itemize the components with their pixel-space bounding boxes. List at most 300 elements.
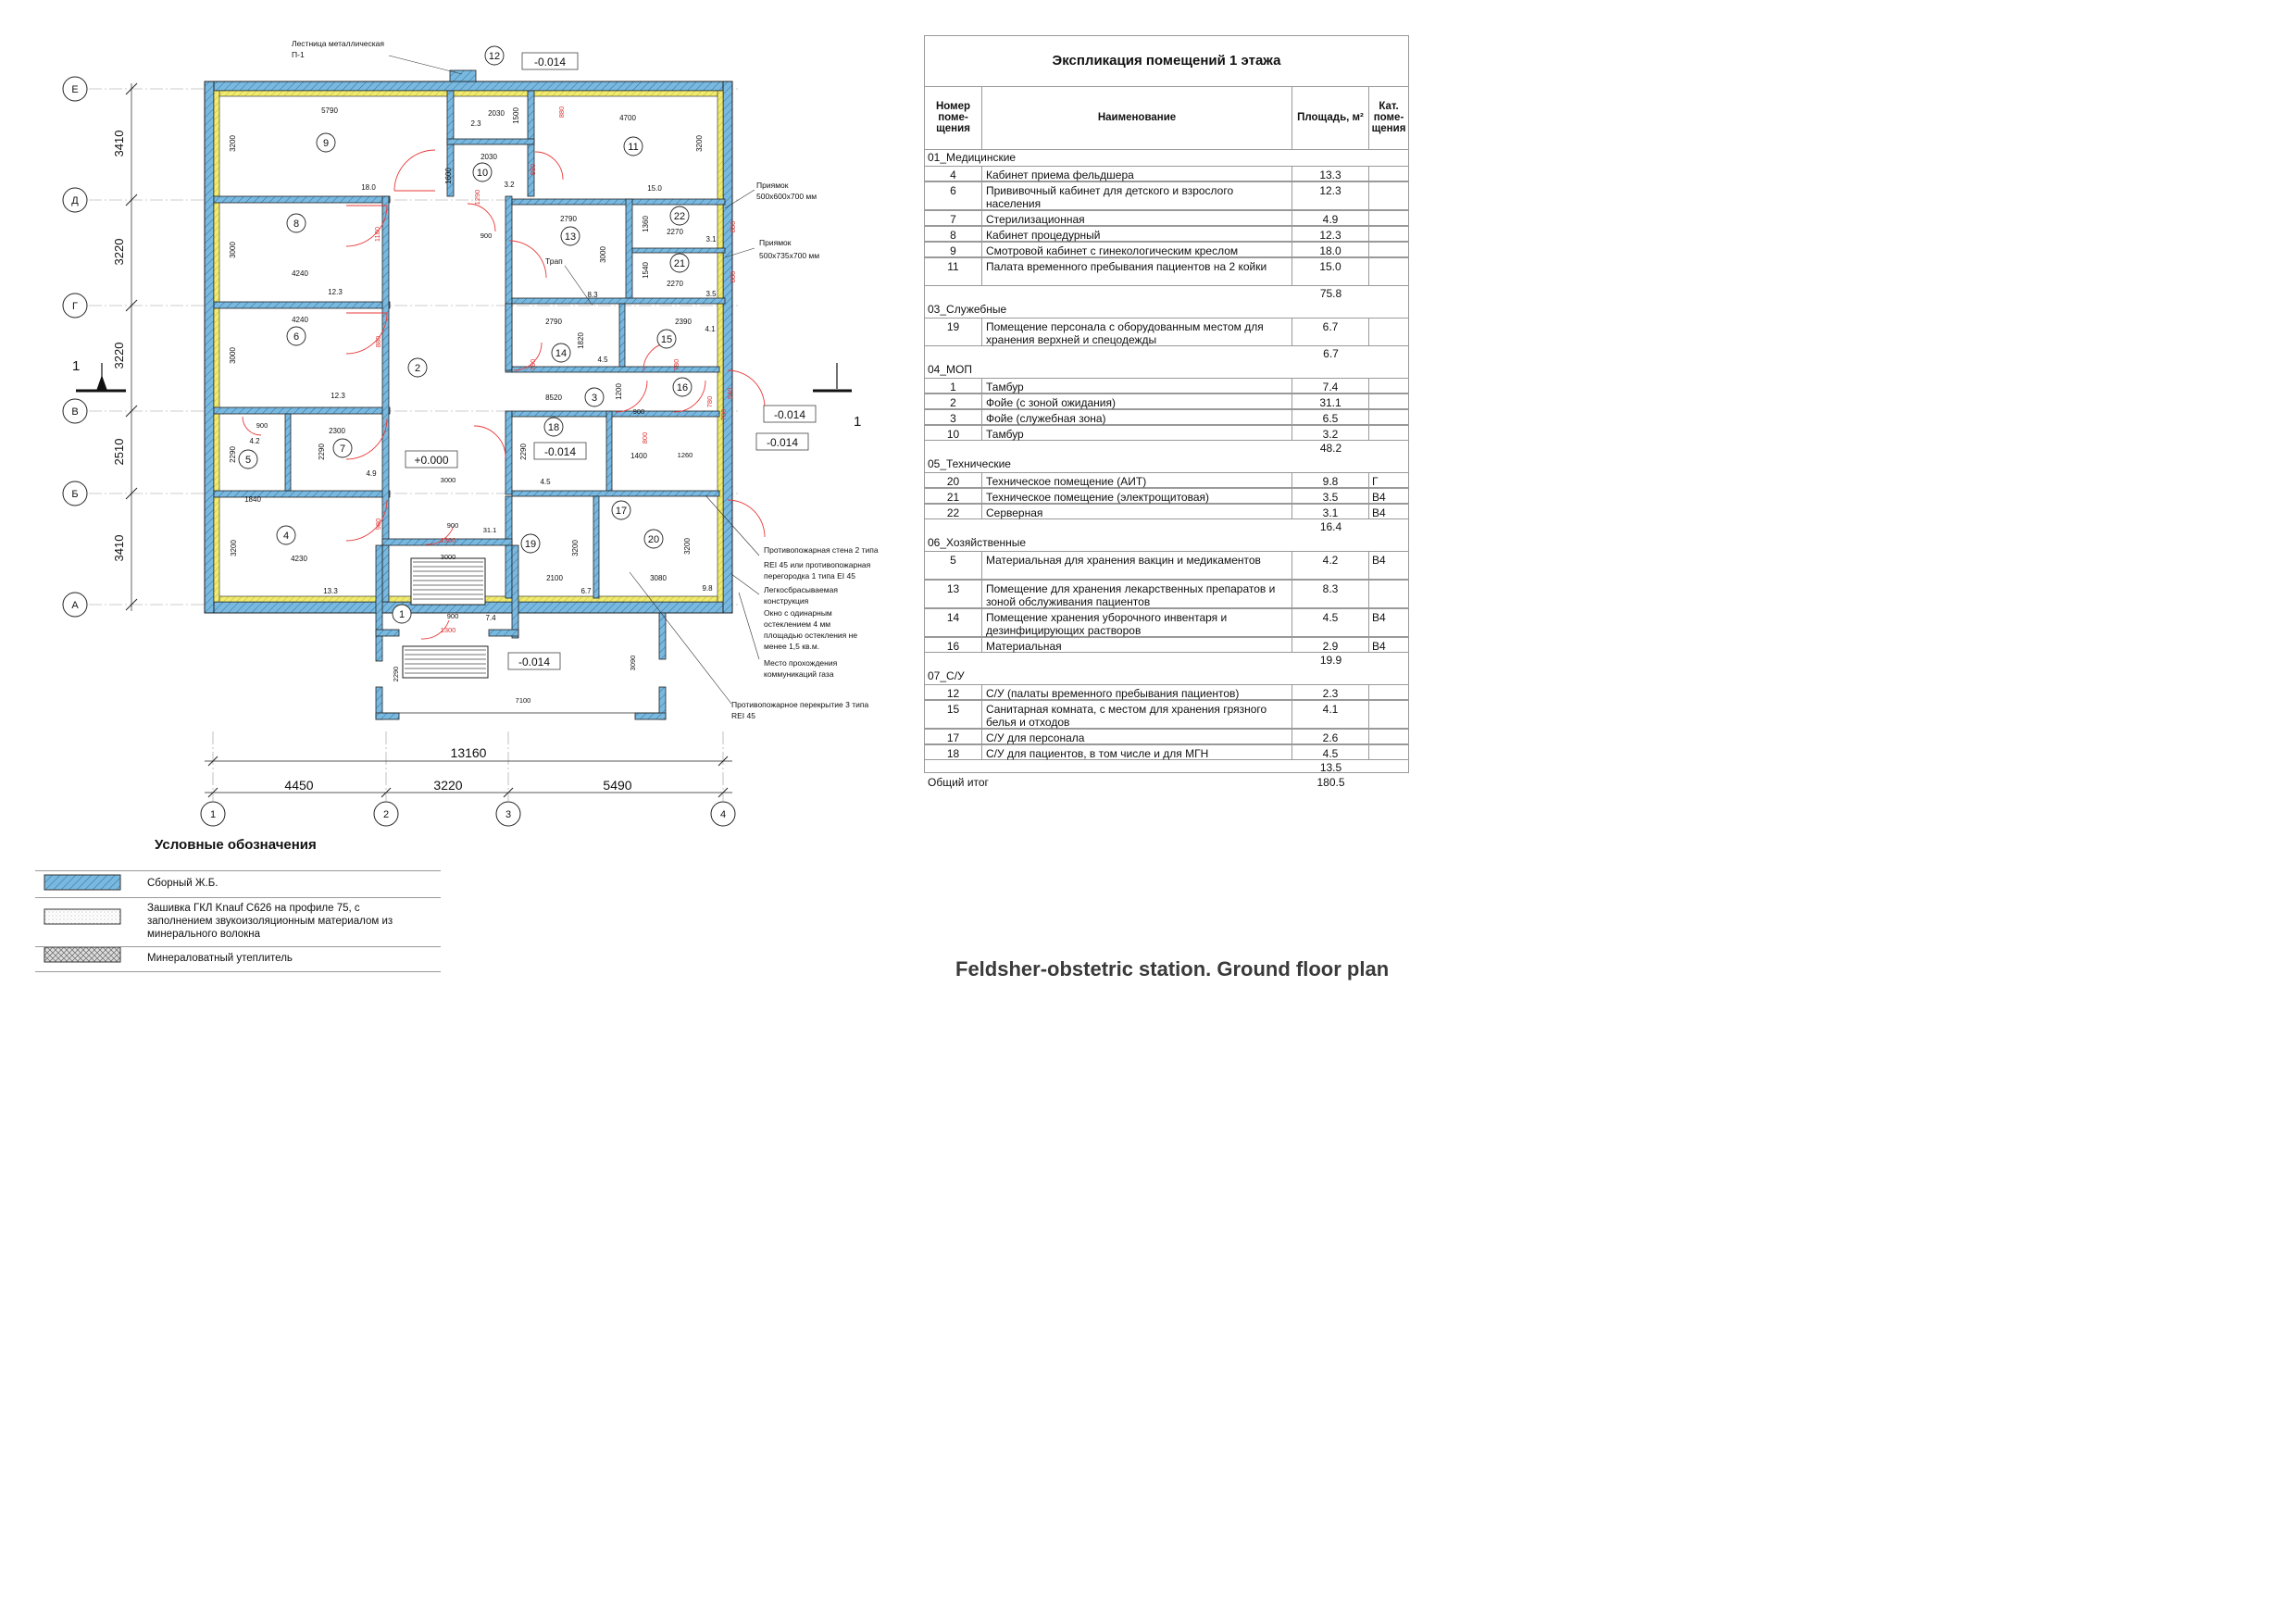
axis-row-label: Г <box>72 301 78 312</box>
room-height: 3000 <box>599 246 607 263</box>
room-number: 2 <box>414 363 421 374</box>
room-number: 18 <box>547 422 560 433</box>
axis-row-label: Е <box>71 84 79 95</box>
explication-row <box>925 472 1408 488</box>
row-dimension: 3410 <box>112 130 126 157</box>
room-area: 2.3 <box>470 119 481 128</box>
cell-name: Тамбур <box>982 379 1292 393</box>
explication-row <box>925 551 1408 580</box>
axis-col-label: 4 <box>719 809 727 820</box>
section-label-right: 1 <box>854 414 862 430</box>
room-number: 22 <box>673 211 686 222</box>
explication-row <box>925 210 1408 226</box>
dimension-text: 1290 <box>473 189 481 206</box>
annotation-text: Трап <box>545 256 563 266</box>
cell-name: Санитарная комната, с местом для хранения грязного белья и отходов <box>982 701 1292 728</box>
legend-text: Сборный Ж.Б. <box>147 878 218 889</box>
subtotal-value: 6.7 <box>1323 347 1339 360</box>
room-number: 14 <box>555 348 568 359</box>
room-number: 4 <box>282 531 290 542</box>
dimension-text: 1180 <box>373 226 381 243</box>
cell-cat: В4 <box>1372 554 1386 567</box>
cell-area: 3.1 <box>1292 505 1369 518</box>
cell-cat <box>1369 426 1408 440</box>
explication-row <box>925 684 1408 700</box>
cell-cat <box>1369 730 1408 743</box>
level-mark: -0.014 <box>533 56 567 69</box>
cell-num: 16 <box>925 638 982 652</box>
header-number: Номер поме-щения <box>925 86 982 149</box>
explication-header <box>925 86 1408 150</box>
cell-cat: В4 <box>1372 640 1386 653</box>
dimension-text: 880 <box>557 106 566 119</box>
explication-group <box>925 535 1411 551</box>
annotation-text: П-1 <box>292 50 305 59</box>
explication-row <box>925 318 1408 346</box>
group-subtotal <box>925 441 1408 456</box>
level-mark: +0.000 <box>414 454 449 467</box>
annotation-text: Приямок <box>756 181 789 190</box>
legend-item <box>35 946 441 972</box>
room-width: 1840 <box>244 495 261 504</box>
explication-row <box>925 729 1408 744</box>
grand-total <box>925 776 1408 792</box>
explication-row <box>925 637 1408 653</box>
section-label-left: 1 <box>72 358 81 374</box>
dimension-text: 880 <box>529 163 537 176</box>
cell-cat: В4 <box>1372 611 1386 624</box>
cell-cat <box>1369 227 1408 241</box>
cell-name: Материальная для хранения вакцин и медикаментов <box>982 552 1292 579</box>
axis-row-label: Б <box>71 489 79 500</box>
header-area: Площадь, м² <box>1292 86 1369 149</box>
level-mark: -0.014 <box>543 445 577 458</box>
room-height: 2290 <box>318 443 326 460</box>
dimension-text: 1300 <box>440 536 456 544</box>
cell-name: Серверная <box>982 505 1292 518</box>
cell-num: 17 <box>925 730 982 743</box>
dimension-text: 1300 <box>440 626 456 634</box>
header-category: Кат. поме-щения <box>1371 101 1406 134</box>
room-number: 7 <box>339 443 346 455</box>
level-mark: -0.014 <box>766 436 799 449</box>
cell-num: 18 <box>925 745 982 759</box>
room-number: 17 <box>615 506 628 517</box>
room-width: 2030 <box>488 109 505 118</box>
annotation-text: перегородка 1 типа EI 45 <box>764 571 855 581</box>
room-width: 2030 <box>480 153 497 161</box>
room-area: 4.5 <box>540 478 551 486</box>
cell-area: 4.5 <box>1292 745 1369 759</box>
cell-cat <box>1369 581 1408 607</box>
legend-title: Условные обозначения <box>155 837 317 853</box>
room-width: 4240 <box>292 269 308 278</box>
annotation-text: конструкция <box>764 596 809 606</box>
page-caption: Feldsher-obstetric station. Ground floor plan <box>955 957 1390 981</box>
room-area: 8.3 <box>587 291 598 299</box>
room-width: 1400 <box>630 452 647 460</box>
row-dimension: 3220 <box>112 342 126 369</box>
room-height: 1820 <box>577 332 585 349</box>
annotation-text: 500x600x700 мм <box>756 192 817 201</box>
cell-cat <box>1369 182 1408 209</box>
room-height: 3200 <box>229 135 237 152</box>
room-area: 4.1 <box>705 325 716 333</box>
cell-area: 3.2 <box>1292 426 1369 440</box>
explication-row <box>925 181 1408 210</box>
group-subtotal <box>925 760 1408 776</box>
cell-name: Смотровой кабинет с гинекологическим креслом <box>982 243 1292 256</box>
annotation-text: остеклением 4 мм <box>764 619 831 629</box>
annotation-text: менее 1,5 кв.м. <box>764 642 820 651</box>
room-height: 3000 <box>229 242 237 258</box>
group-name: 07_С/У <box>928 669 965 682</box>
room-area: 18.0 <box>361 183 376 192</box>
total-label: Общий итог <box>928 776 989 789</box>
cell-cat: Г <box>1372 475 1379 488</box>
cell-num: 2 <box>925 394 982 408</box>
cell-num: 20 <box>925 473 982 487</box>
group-name: 03_Служебные <box>928 303 1007 316</box>
dimension-text: 900 <box>446 521 459 530</box>
subtotal-value: 75.8 <box>1319 287 1342 300</box>
annotation-text: Легкосбрасываемая <box>764 585 838 594</box>
room-area: 12.3 <box>328 288 343 296</box>
legend-text: Зашивка ГКЛ Knauf С626 на профиле 75, с заполнением звукоизоляционным материалом из минерального волокна <box>147 903 393 940</box>
dimension-text: 880 <box>729 270 737 283</box>
cell-area: 31.1 <box>1292 394 1369 408</box>
cell-num: 4 <box>925 167 982 181</box>
annotation-text: Противопожарное перекрытие 3 типа <box>731 700 869 709</box>
row-dimension: 3220 <box>112 238 126 266</box>
cell-area: 6.7 <box>1292 319 1369 345</box>
room-number: 12 <box>488 51 501 62</box>
total-value: 180.5 <box>1316 776 1345 789</box>
explication-group <box>925 456 1411 472</box>
row-dimension: 3410 <box>112 534 126 562</box>
entrance-stairs <box>403 558 488 678</box>
room-width: 2390 <box>675 318 692 326</box>
dimension-text: 3000 <box>440 553 456 561</box>
cell-num: 14 <box>925 609 982 636</box>
axis-row-label: В <box>71 406 79 418</box>
room-width: 2790 <box>560 215 577 223</box>
room-height: 1600 <box>444 168 453 184</box>
cell-num: 5 <box>925 552 982 579</box>
cell-area: 4.5 <box>1292 609 1369 636</box>
cell-num: 11 <box>925 258 982 285</box>
cell-num: 22 <box>925 505 982 518</box>
cell-num: 3 <box>925 410 982 424</box>
cell-name: Техническое помещение (АИТ) <box>982 473 1292 487</box>
cell-name: Фойе (с зоной ожидания) <box>982 394 1292 408</box>
group-name: 06_Хозяйственные <box>928 536 1027 549</box>
cell-num: 9 <box>925 243 982 256</box>
cell-name: Палата временного пребывания пациентов на 2 койки <box>982 258 1292 285</box>
explication-row <box>925 166 1408 181</box>
cell-cat <box>1369 394 1408 408</box>
dimension-text: 880 <box>729 220 737 233</box>
cell-num: 19 <box>925 319 982 345</box>
dimension-text: 900 <box>256 421 268 430</box>
dimension-text: 3090 <box>629 655 637 671</box>
room-number: 20 <box>647 534 660 545</box>
dimension-text: 780 <box>529 358 537 371</box>
room-number: 16 <box>676 382 689 394</box>
legend-item <box>35 897 441 946</box>
cell-area: 4.2 <box>1292 552 1369 579</box>
cell-area: 15.0 <box>1292 258 1369 285</box>
cell-cat <box>1369 701 1408 728</box>
room-area: 4.5 <box>597 356 608 364</box>
cell-cat: В4 <box>1372 506 1386 519</box>
cell-area: 9.8 <box>1292 473 1369 487</box>
annotation-text: площадью остекления не <box>764 631 858 640</box>
subtotal-value: 48.2 <box>1319 442 1342 455</box>
subtotal-value: 19.9 <box>1319 654 1342 667</box>
dimension-text: 780 <box>719 408 728 421</box>
cell-area: 6.5 <box>1292 410 1369 424</box>
group-name: 04_МОП <box>928 363 972 376</box>
group-subtotal <box>925 653 1408 668</box>
cell-cat <box>1369 379 1408 393</box>
cell-area: 3.5 <box>1292 489 1369 503</box>
cell-name: Техническое помещение (электрощитовая) <box>982 489 1292 503</box>
cell-num: 10 <box>925 426 982 440</box>
explication-row <box>925 378 1408 394</box>
cell-cat <box>1369 685 1408 699</box>
group-subtotal <box>925 519 1408 535</box>
explication-row <box>925 394 1408 409</box>
room-area: 3.5 <box>705 290 717 298</box>
axis-col-label: 3 <box>505 809 512 820</box>
dimension-text: 940 <box>726 387 734 400</box>
cell-name: Тамбур <box>982 426 1292 440</box>
dimension-text: 980 <box>374 518 382 531</box>
subtotal-value: 16.4 <box>1319 520 1342 533</box>
dimension-text: 900 <box>446 612 459 620</box>
cell-cat <box>1369 243 1408 256</box>
legend-item <box>35 870 441 897</box>
dimension-text: 780 <box>705 395 714 408</box>
cell-area: 12.3 <box>1292 227 1369 241</box>
annotation-text: REI 45 или противопожарная <box>764 560 871 569</box>
cell-name: Фойе (служебная зона) <box>982 410 1292 424</box>
room-number: 19 <box>524 539 537 550</box>
annotation-text: 500x735x700 мм <box>759 251 820 260</box>
level-mark: -0.014 <box>773 408 806 421</box>
dimension-text: 900 <box>480 231 493 240</box>
axis-row-label: Д <box>71 195 79 206</box>
explication-group <box>925 150 1411 166</box>
room-area: 7.4 <box>485 614 496 622</box>
annotation-text: Приямок <box>759 238 792 247</box>
column-dimension: 4450 <box>284 778 314 793</box>
cell-area: 7.4 <box>1292 379 1369 393</box>
explication-row <box>925 409 1408 425</box>
room-height: 3200 <box>695 135 704 152</box>
explication-row <box>925 504 1408 519</box>
explication-row <box>925 242 1408 257</box>
room-number: 6 <box>293 331 300 343</box>
dimension-text: 7100 <box>515 696 531 705</box>
cell-name: Прививочный кабинет для детского и взрослого населения <box>982 182 1292 209</box>
room-number: 21 <box>673 258 686 269</box>
dimension-text: 2290 <box>392 666 400 682</box>
cell-area: 2.3 <box>1292 685 1369 699</box>
subtotal-value: 13.5 <box>1319 761 1342 774</box>
cell-area: 2.9 <box>1292 638 1369 652</box>
room-height: 3200 <box>571 540 580 556</box>
room-area: 6.7 <box>580 587 592 595</box>
room-width: 2790 <box>545 318 562 326</box>
annotation-text: Место прохождения <box>764 658 838 668</box>
room-area: 4.2 <box>249 437 260 445</box>
cell-cat <box>1369 745 1408 759</box>
explication-row <box>925 700 1408 729</box>
floor-plan <box>0 0 917 1016</box>
room-number: 10 <box>476 168 489 179</box>
room-width: 4700 <box>619 114 636 122</box>
annotation-text: Окно с одинарным <box>764 608 832 618</box>
group-subtotal <box>925 346 1408 362</box>
cell-num: 6 <box>925 182 982 209</box>
group-name: 01_Медицинские <box>928 151 1017 164</box>
explication-group <box>925 362 1411 378</box>
cell-name: Помещение персонала с оборудованным местом для хранения верхней и спецодежды <box>982 319 1292 345</box>
overall-dimension: 13160 <box>450 745 487 760</box>
cell-cat <box>1369 211 1408 225</box>
cell-num: 15 <box>925 701 982 728</box>
room-width: 2270 <box>667 228 683 236</box>
explication-row <box>925 608 1408 637</box>
room-width: 5790 <box>321 106 338 115</box>
room-number: 11 <box>628 142 639 153</box>
explication-group <box>925 668 1411 684</box>
cell-cat <box>1369 258 1408 285</box>
annotation-text: Лестница металлическая <box>292 39 384 48</box>
legend-text: Минераловатный утеплитель <box>147 953 293 964</box>
dimension-text: 31.1 <box>482 526 497 534</box>
section-mark-right <box>813 363 861 430</box>
cell-name: С/У для персонала <box>982 730 1292 743</box>
cell-name: Помещение для хранения лекарственных препаратов и зоной обслуживания пациентов <box>982 581 1292 607</box>
room-number: 13 <box>564 231 577 243</box>
cell-cat <box>1369 167 1408 181</box>
explication-row <box>925 488 1408 504</box>
room-width: 8520 <box>545 394 562 402</box>
cell-name: Помещение хранения уборочного инвентаря и дезинфицирующих растворов <box>982 609 1292 636</box>
room-number: 5 <box>244 455 252 466</box>
room-width: 4240 <box>292 316 308 324</box>
explication-row <box>925 257 1408 286</box>
column-dimension: 5490 <box>603 778 632 793</box>
dimension-text: 900 <box>632 407 645 416</box>
explication-row <box>925 580 1408 608</box>
cell-name: Стерилизационная <box>982 211 1292 225</box>
cell-area: 12.3 <box>1292 182 1369 209</box>
room-height: 3200 <box>683 538 692 555</box>
room-number: 15 <box>660 334 673 345</box>
explication-row <box>925 425 1408 441</box>
dimension-text: 880 <box>374 335 382 348</box>
cell-num: 13 <box>925 581 982 607</box>
cell-area: 18.0 <box>1292 243 1369 256</box>
explication-table <box>924 35 1409 789</box>
cell-area: 8.3 <box>1292 581 1369 607</box>
cell-area: 13.3 <box>1292 167 1369 181</box>
cell-name: Кабинет процедурный <box>982 227 1292 241</box>
room-height: 1200 <box>615 383 623 400</box>
group-name: 05_Технические <box>928 457 1011 470</box>
room-area: 9.8 <box>702 584 713 593</box>
column-dimension: 3220 <box>433 778 463 793</box>
room-height: 1500 <box>512 107 520 124</box>
room-area: 15.0 <box>647 184 662 193</box>
cell-num: 8 <box>925 227 982 241</box>
room-height: 2290 <box>519 443 528 460</box>
room-number: 3 <box>591 393 598 404</box>
room-height: 1540 <box>642 262 650 279</box>
cell-cat <box>1369 319 1408 345</box>
cell-num: 1 <box>925 379 982 393</box>
axis-col-label: 2 <box>382 809 390 820</box>
grid-lines <box>89 89 741 801</box>
room-area: 12.3 <box>331 392 345 400</box>
room-width: 2270 <box>667 280 683 288</box>
room-number: 9 <box>322 138 330 149</box>
explication-group <box>925 302 1411 318</box>
room-width: 3080 <box>650 574 667 582</box>
dimension-text: 780 <box>672 358 680 371</box>
room-height: 3000 <box>229 347 237 364</box>
room-height: 1360 <box>642 216 650 232</box>
room-area: 3.1 <box>705 235 717 244</box>
dimension-text: 3000 <box>440 476 456 484</box>
axis-row-label: А <box>71 600 79 611</box>
room-width: 4230 <box>291 555 307 563</box>
explication-title: Экспликация помещений 1 этажа <box>925 36 1408 87</box>
cell-num: 7 <box>925 211 982 225</box>
cell-name: Материальная <box>982 638 1292 652</box>
annotation-text: коммуникаций газа <box>764 669 834 679</box>
cell-name: Кабинет приема фельдшера <box>982 167 1292 181</box>
cell-num: 21 <box>925 489 982 503</box>
room-width: 2100 <box>546 574 563 582</box>
dimension-text: 800 <box>641 431 649 444</box>
level-mark: -0.014 <box>518 656 551 668</box>
annotation-text: Противопожарная стена 2 типа <box>764 545 879 555</box>
cell-cat <box>1369 410 1408 424</box>
cell-num: 12 <box>925 685 982 699</box>
cell-name: С/У для пациентов, в том числе и для МГН <box>982 745 1292 759</box>
room-area: 3.2 <box>504 181 515 189</box>
row-dimension: 2510 <box>112 438 126 466</box>
explication-row <box>925 744 1408 760</box>
interior-walls <box>214 70 725 719</box>
legend <box>35 870 441 972</box>
group-subtotal <box>925 286 1408 302</box>
room-number: 1 <box>398 609 406 620</box>
header-name: Наименование <box>982 86 1292 149</box>
cell-area: 4.1 <box>1292 701 1369 728</box>
cell-name: С/У (палаты временного пребывания пациентов) <box>982 685 1292 699</box>
cell-area: 4.9 <box>1292 211 1369 225</box>
room-height: 3200 <box>230 540 238 556</box>
room-area: 13.3 <box>323 587 338 595</box>
cell-cat: В4 <box>1372 491 1386 504</box>
room-area: 4.9 <box>366 469 377 478</box>
